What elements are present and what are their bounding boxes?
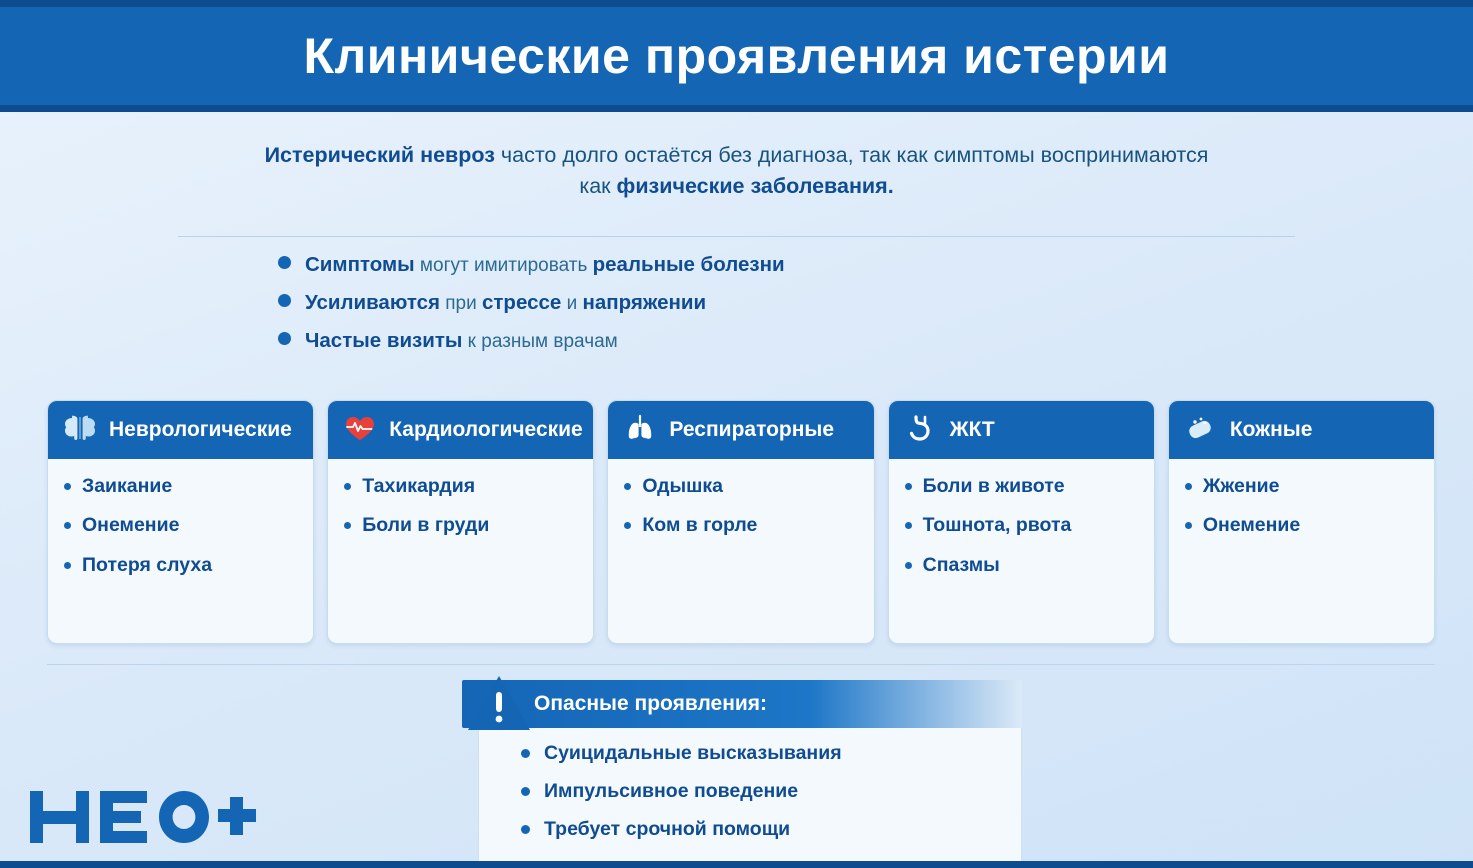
intro-paragraph — [150, 140, 1323, 202]
stomach-icon — [903, 413, 939, 448]
bullet-dot-icon — [905, 562, 912, 569]
bullet-dot-icon — [1185, 483, 1192, 490]
bullet-dot-icon — [905, 522, 912, 529]
brain-icon — [62, 413, 98, 448]
list-item — [344, 514, 581, 537]
card-body — [48, 459, 313, 643]
list-item — [278, 291, 785, 315]
page-title: Клинические проявления истерии — [303, 28, 1170, 84]
card-respiratory — [607, 400, 874, 644]
list-item — [64, 475, 301, 498]
key-points-list — [278, 253, 785, 367]
bullet-dot-icon — [521, 749, 530, 758]
bullet-dot-icon — [521, 787, 530, 796]
list-item-text: при — [439, 293, 482, 314]
intro-text-2: как — [579, 174, 617, 199]
list-item — [521, 742, 1021, 765]
list-item-strong: Усиливаются — [305, 291, 440, 314]
heart-pulse-icon — [342, 413, 378, 448]
card-header — [608, 401, 873, 459]
bullet-dot-icon — [64, 483, 71, 490]
list-item-strong: Симптомы — [305, 253, 415, 276]
list-item-text: могут имитировать — [414, 255, 593, 276]
card-body — [608, 459, 873, 643]
list-item-label: Спазмы — [922, 553, 1000, 576]
list-item-label: Онемение — [82, 514, 180, 537]
bullet-dot-icon — [521, 825, 530, 834]
list-item-label: Импульсивное поведение — [544, 780, 799, 802]
warning-block — [462, 680, 1022, 868]
brand-logo — [28, 786, 258, 848]
footer-band — [0, 861, 1473, 868]
warning-divider — [47, 664, 1435, 665]
card-title: Кожные — [1229, 418, 1313, 441]
logo-mark — [28, 785, 258, 849]
list-item-label: Суицидальные высказывания — [544, 742, 842, 764]
bullet-dot-icon — [64, 522, 71, 529]
intro-text-1: часто долго остаётся без диагноза, так как симптомы воспринимаются — [494, 143, 1209, 167]
list-item-label: Ком в горле — [642, 514, 758, 537]
bullet-dot-icon — [1185, 522, 1192, 529]
list-item — [278, 253, 785, 277]
card-header — [48, 401, 313, 459]
list-item — [905, 514, 1142, 537]
card-title: Неврологические — [109, 418, 292, 441]
card-header — [328, 401, 593, 459]
card-neurological — [47, 400, 314, 644]
list-item — [64, 554, 301, 577]
bullet-dot-icon — [624, 522, 631, 529]
intro-divider — [178, 236, 1295, 237]
card-title: Кардиологические — [389, 418, 583, 441]
list-item-label: Одышка — [642, 475, 723, 497]
card-title: Респираторные — [669, 418, 835, 441]
header-band — [0, 0, 1473, 112]
list-item-strong-3: напряжении — [582, 291, 707, 314]
list-item-strong-2: реальные болезни — [592, 253, 785, 276]
list-item-text-2: и — [561, 293, 583, 314]
bullet-dot-icon — [624, 483, 631, 490]
list-item — [624, 475, 861, 498]
list-item-label: Онемение — [1202, 514, 1301, 537]
list-item-label: Заикание — [82, 475, 173, 497]
list-item-label: Боли в груди — [362, 514, 490, 537]
list-item-strong: Частые визиты — [305, 329, 463, 352]
list-item — [624, 514, 861, 537]
list-item-label: Боли в животе — [922, 475, 1065, 497]
card-body — [328, 459, 593, 643]
list-item — [905, 475, 1142, 498]
intro-strong-2: физические заболевания. — [616, 174, 894, 199]
list-item — [1185, 514, 1422, 537]
bullet-dot-icon — [64, 562, 71, 569]
list-item-strong-2: стрессе — [481, 291, 562, 314]
list-item-label: Требует срочной помощи — [544, 818, 791, 840]
bullet-dot-icon — [344, 522, 351, 529]
list-item — [521, 818, 1021, 841]
warning-header — [462, 680, 1022, 728]
list-item — [344, 475, 581, 498]
symptom-category-cards — [47, 400, 1435, 644]
card-cardiological — [327, 400, 594, 644]
bullet-dot-icon — [278, 294, 291, 307]
card-body — [1169, 459, 1434, 643]
list-item — [521, 780, 1021, 803]
list-item — [64, 514, 301, 537]
list-item-label: Тошнота, рвота — [922, 514, 1072, 537]
card-body — [889, 459, 1154, 643]
skin-patch-icon — [1183, 413, 1219, 448]
list-item-label: Тахикардия — [362, 475, 476, 497]
lungs-icon — [622, 413, 658, 448]
card-gastrointestinal — [888, 400, 1155, 644]
card-title: ЖКТ — [949, 418, 995, 441]
list-item — [278, 329, 785, 353]
bullet-dot-icon — [905, 483, 912, 490]
card-header — [889, 401, 1154, 459]
warning-title: Опасные проявления: — [534, 692, 768, 715]
list-item — [1185, 475, 1422, 498]
list-item-label: Жжение — [1202, 475, 1280, 497]
warning-triangle-icon — [462, 680, 534, 728]
intro-strong-1: Истерический невроз — [264, 143, 495, 167]
list-item-text: к разным врачам — [462, 331, 618, 352]
list-item — [905, 554, 1142, 577]
warning-body — [478, 728, 1022, 868]
card-skin — [1168, 400, 1435, 644]
bullet-dot-icon — [344, 483, 351, 490]
card-header — [1169, 401, 1434, 459]
bullet-dot-icon — [278, 332, 291, 345]
bullet-dot-icon — [278, 256, 291, 269]
list-item-label: Потеря слуха — [82, 553, 213, 576]
